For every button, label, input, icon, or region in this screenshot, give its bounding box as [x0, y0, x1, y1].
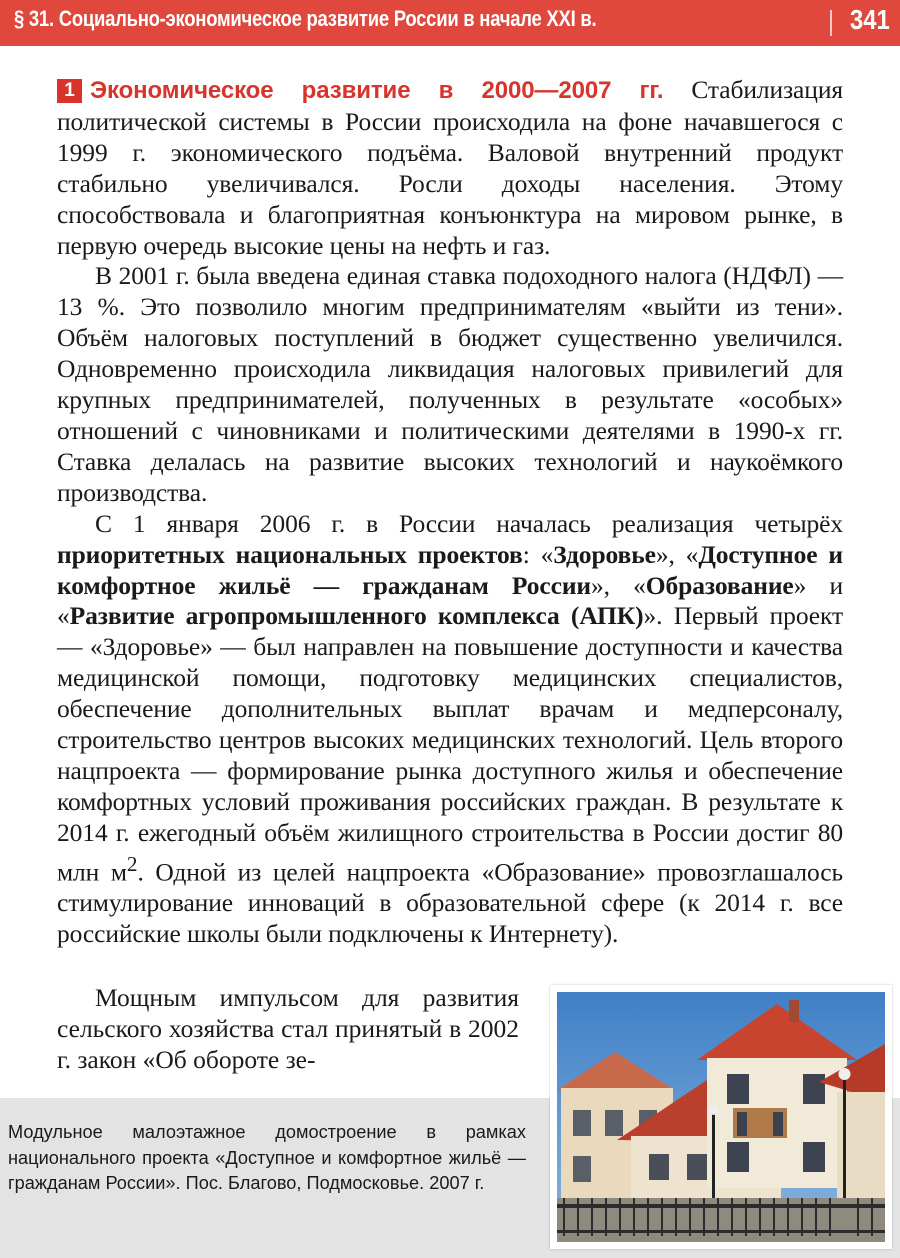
p3-project-health: Здоровье: [553, 539, 656, 569]
housing-photo: [550, 985, 892, 1249]
main-text: [57, 75, 843, 950]
section-number-badge: 1: [57, 79, 82, 103]
section-title: Экономическое развитие в 2000—2007 гг.: [90, 77, 664, 104]
p3-colon: : «: [522, 539, 554, 569]
figure-caption: Модульное малоэтажное домостроение в рамках национального проекта «Доступное и комфортное жильё — гражданам России». Пос. Благово, Подмосковье. 2007 г.: [8, 1122, 526, 1193]
paragraph-1: [57, 75, 843, 261]
p3-priority-projects-term: приоритетных национальных проектов: [57, 539, 523, 569]
p3-body: ». Первый проект — «Здоровье» — был направлен на повышение доступности и качества медицинской помощи, подготовку медицинских специалистов, обеспечение дополнительных выплат врачам и медперсоналу, строительство центров высоких медицинских технологий. Цель второго нацпроекта — формирование рынка доступного жилья и обеспечение комфортных условий проживания российских граждан. В результате к 2014 г. ежегодный объём жилищного строительства в России достиг 80 млн м: [57, 601, 843, 887]
p3-superscript: 2: [126, 851, 138, 876]
p3-project-education: Образование: [645, 570, 794, 600]
page-header: [0, 0, 900, 46]
p3-ending: . Одной из целей нацпроекта «Образование» провозглашалось стимулирование инноваций в образовательной сфере (к 2014 г. все российские школы были подключены к Интернету).: [57, 857, 843, 948]
p3-sep-3: » и «: [57, 570, 843, 631]
paragraph-4: Мощным импульсом для развития сельского хозяйства стал принятый в 2002 г. закон «Об обороте зе-: [57, 983, 519, 1074]
paragraph-1-text: Стабилизация политической системы в России происходила на фоне начавшегося с 1999 г. экономического подъёма. Валовой внутренний продукт стабильно увеличивался. Росли доходы населения. Этому способствовала и благоприятная конъюнктура на мировом рынке, в первую очередь высокие цены на нефть и газ.: [57, 75, 843, 260]
p3-sep-1: », «: [655, 539, 699, 569]
p3-sep-2: », «: [591, 570, 646, 600]
chapter-title: § 31. Социально-экономическое развитие России в начале XXI в.: [14, 6, 597, 31]
houses-image: [557, 992, 885, 1242]
wrapped-text: [57, 983, 519, 1076]
header-divider: [830, 10, 832, 36]
p3-intro: С 1 января 2006 г. в России началась реализация четырёх: [95, 508, 843, 538]
page-number: 341: [850, 4, 890, 35]
p3-project-housing: Доступное и комфортное жильё — гражданам России: [57, 539, 843, 600]
paragraph-2: В 2001 г. была введена единая ставка подоходного налога (НДФЛ) — 13 %. Это позволило многим предпринимателям «выйти из тени». Объём налоговых поступлений в бюджет существенно увеличился. Одновременно происходила ликвидация налоговых привилегий для крупных предпринимателей, полученных в результате «особых» отношений с чиновниками и политическими деятелями в 1990-х гг. Ставка делалась на развитие высоких технологий и наукоёмкого производства.: [57, 261, 843, 507]
p3-project-agro: Развитие агропромышленного комплекса (АПК): [69, 601, 644, 631]
paragraph-3: [57, 509, 843, 950]
